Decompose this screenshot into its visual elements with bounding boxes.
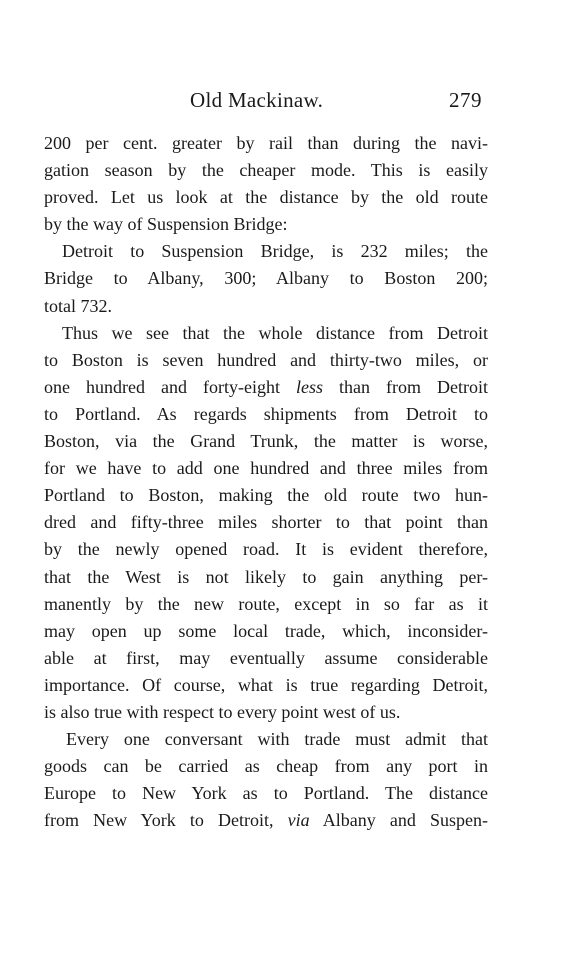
text-segment: Albany and Suspen- — [322, 810, 488, 831]
text-line: Europe to New York as to Portland. The distance — [44, 783, 488, 804]
text-line: able at first, may eventually assume considerable — [44, 647, 488, 668]
text-line: Detroit to Suspension Bridge, is 232 miles; the — [62, 241, 488, 262]
text-line: goods can be carried as cheap from any port in — [44, 756, 488, 777]
text-line: dred and fifty-three miles shorter to that point than — [44, 512, 488, 533]
text-line: that the West is not likely to gain anything per- — [44, 566, 488, 587]
text-line: manently by the new route, except in so far as it — [44, 593, 488, 614]
text-segment: one hundred and forty-eight — [44, 376, 280, 397]
italic-word: less — [296, 376, 323, 397]
text-line: for we have to add one hundred and three miles from — [44, 458, 488, 479]
text-line: may open up some local trade, which, inconsider- — [44, 620, 488, 641]
page-number: 279 — [449, 88, 482, 112]
text-line: by the way of Suspension Bridge: — [44, 214, 288, 235]
text-line: Bridge to Albany, 300; Albany to Boston 200; — [44, 268, 488, 289]
body-text — [44, 130, 488, 834]
text-line: total 732. — [44, 295, 112, 316]
text-line — [44, 807, 488, 834]
text-line: proved. Let us look at the distance by the old route — [44, 187, 488, 208]
page-header — [0, 88, 586, 118]
text-line: gation season by the cheaper mode. This is easily — [44, 160, 488, 181]
text-line: importance. Of course, what is true regarding Detroit, — [44, 674, 488, 695]
running-title: Old Mackinaw. — [190, 88, 324, 112]
text-line — [44, 374, 488, 401]
text-line: Boston, via the Grand Trunk, the matter is worse, — [44, 431, 488, 452]
text-line: to Boston is seven hundred and thirty-two miles, or — [44, 349, 488, 370]
text-line: 200 per cent. greater by rail than during the navi- — [44, 133, 488, 153]
italic-word: via — [287, 810, 310, 831]
text-line: is also true with respect to every point west of us. — [44, 701, 401, 722]
text-segment: than from Detroit — [339, 376, 488, 397]
text-line: Thus we see that the whole distance from Detroit — [62, 322, 488, 343]
text-line: Portland to Boston, making the old route two hun- — [44, 485, 488, 506]
text-segment: from New York to Detroit, — [44, 810, 274, 831]
text-line: by the newly opened road. It is evident therefore, — [44, 539, 488, 560]
text-line: to Portland. As regards shipments from Detroit to — [44, 403, 488, 424]
text-line: Every one conversant with trade must admit that — [66, 729, 488, 750]
